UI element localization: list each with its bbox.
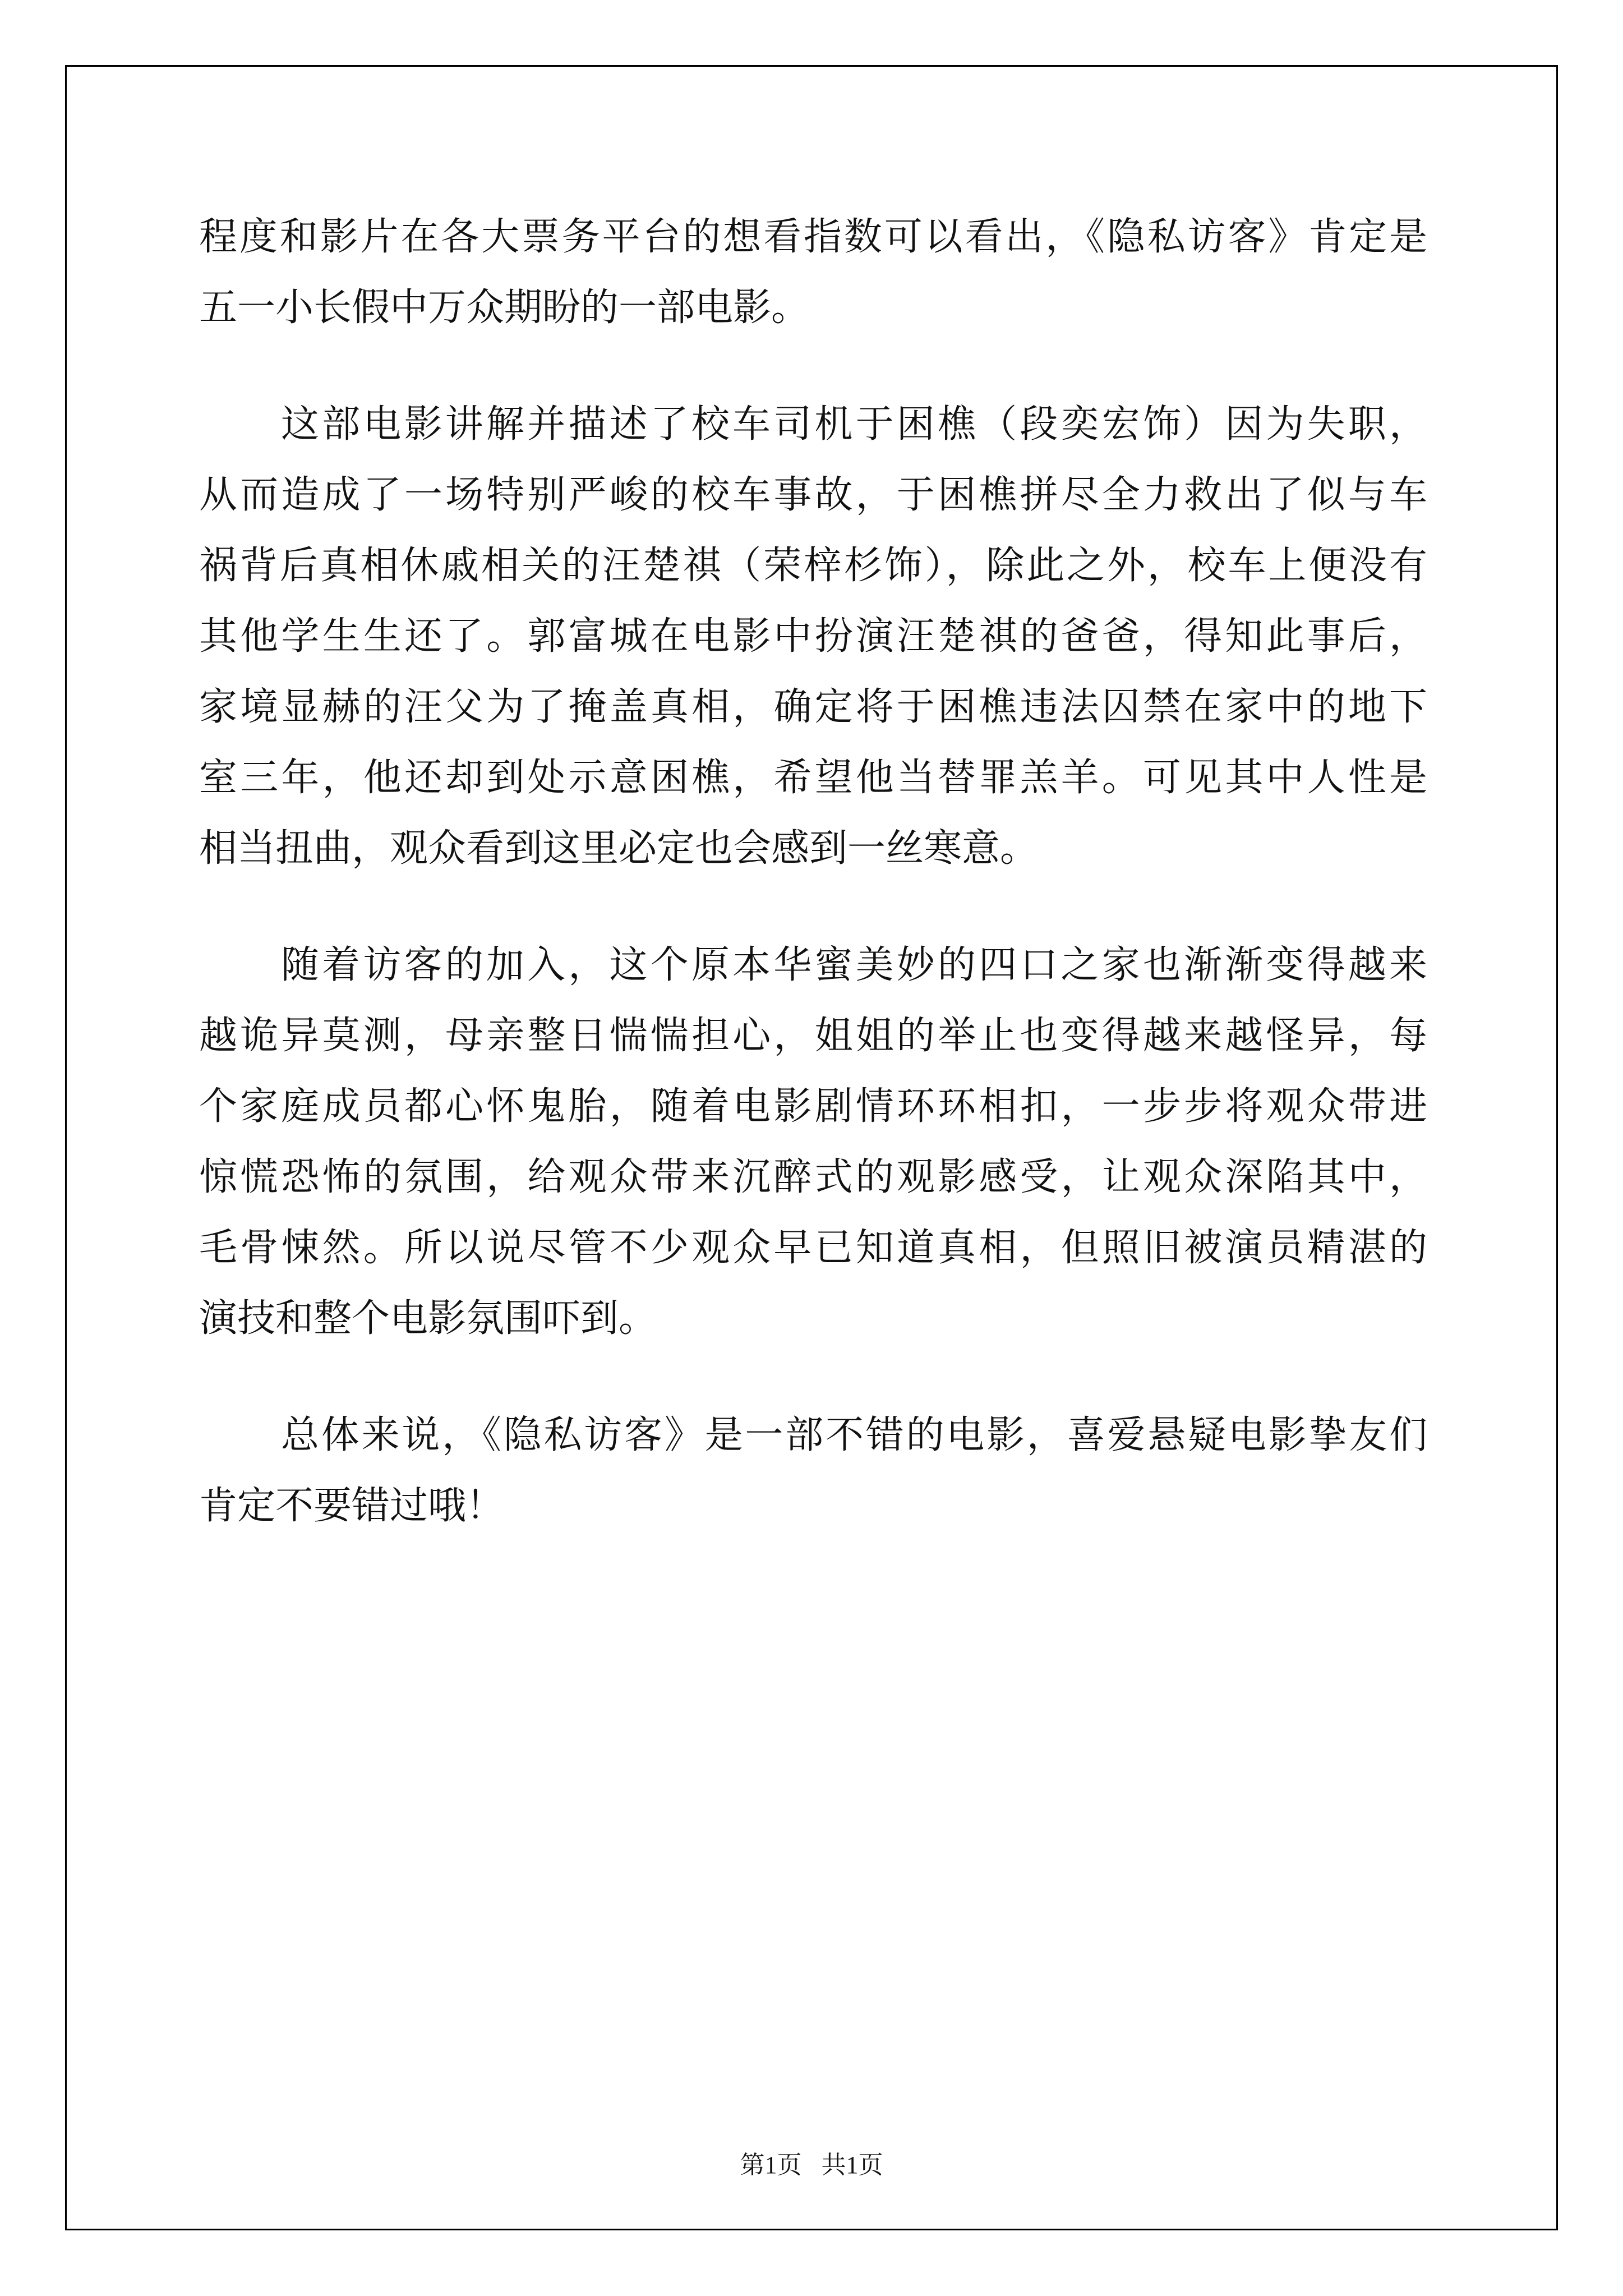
text-line: 个家庭成员都心怀鬼胎，随着电影剧情环环相扣，一步步将观众带进	[199, 1084, 1427, 1129]
paragraph-3	[199, 930, 1427, 1354]
text-line: 室三年，他还却到处示意困樵，希望他当替罪羔羊。可见其中人性是	[199, 756, 1427, 800]
text-line: 随着访客的加入，这个原本华蜜美妙的四口之家也渐渐变得越来	[281, 943, 1427, 987]
text-line: 越诡异莫测，母亲整日惴惴担心，姐姐的举止也变得越来越怪异，每	[199, 1014, 1427, 1058]
text-line: 相当扭曲，观众看到这里必定也会感到一丝寒意。	[199, 826, 1039, 871]
text-line: 五一小长假中万众期盼的一部电影。	[199, 286, 810, 330]
text-line: 程度和影片在各大票务平台的想看指数可以看出，《隐私访客》肯定是	[199, 215, 1427, 259]
text-line: 肯定不要错过哦！	[199, 1484, 505, 1528]
paragraph-1	[199, 202, 1427, 343]
paragraph-4	[199, 1400, 1427, 1542]
text-line: 毛骨悚然。所以说尽管不少观众早已知道真相，但照旧被演员精湛的	[199, 1226, 1427, 1270]
document-body	[199, 202, 1427, 1542]
page-number: 第1页	[740, 2151, 802, 2179]
text-line: 惊慌恐怖的氛围，给观众带来沉醉式的观影感受，让观众深陷其中，	[199, 1155, 1427, 1199]
text-line: 祸背后真相休戚相关的汪楚祺（荣梓杉饰），除此之外，校车上便没有	[199, 544, 1427, 588]
text-line: 这部电影讲解并描述了校车司机于困樵（段奕宏饰）因为失职，	[281, 402, 1427, 447]
text-line: 家境显赫的汪父为了掩盖真相，确定将于困樵违法囚禁在家中的地下	[199, 685, 1427, 729]
page-total: 共1页	[821, 2151, 883, 2179]
text-line: 从而造成了一场特别严峻的校车事故，于困樵拼尽全力救出了似与车	[199, 473, 1427, 517]
text-line: 其他学生生还了。郭富城在电影中扮演汪楚祺的爸爸，得知此事后，	[199, 614, 1427, 659]
text-line: 总体来说，《隐私访客》是一部不错的电影，喜爱悬疑电影挚友们	[281, 1413, 1427, 1457]
paragraph-2	[199, 389, 1427, 884]
page-footer	[0, 2145, 1623, 2180]
text-line: 演技和整个电影氛围吓到。	[199, 1296, 657, 1341]
